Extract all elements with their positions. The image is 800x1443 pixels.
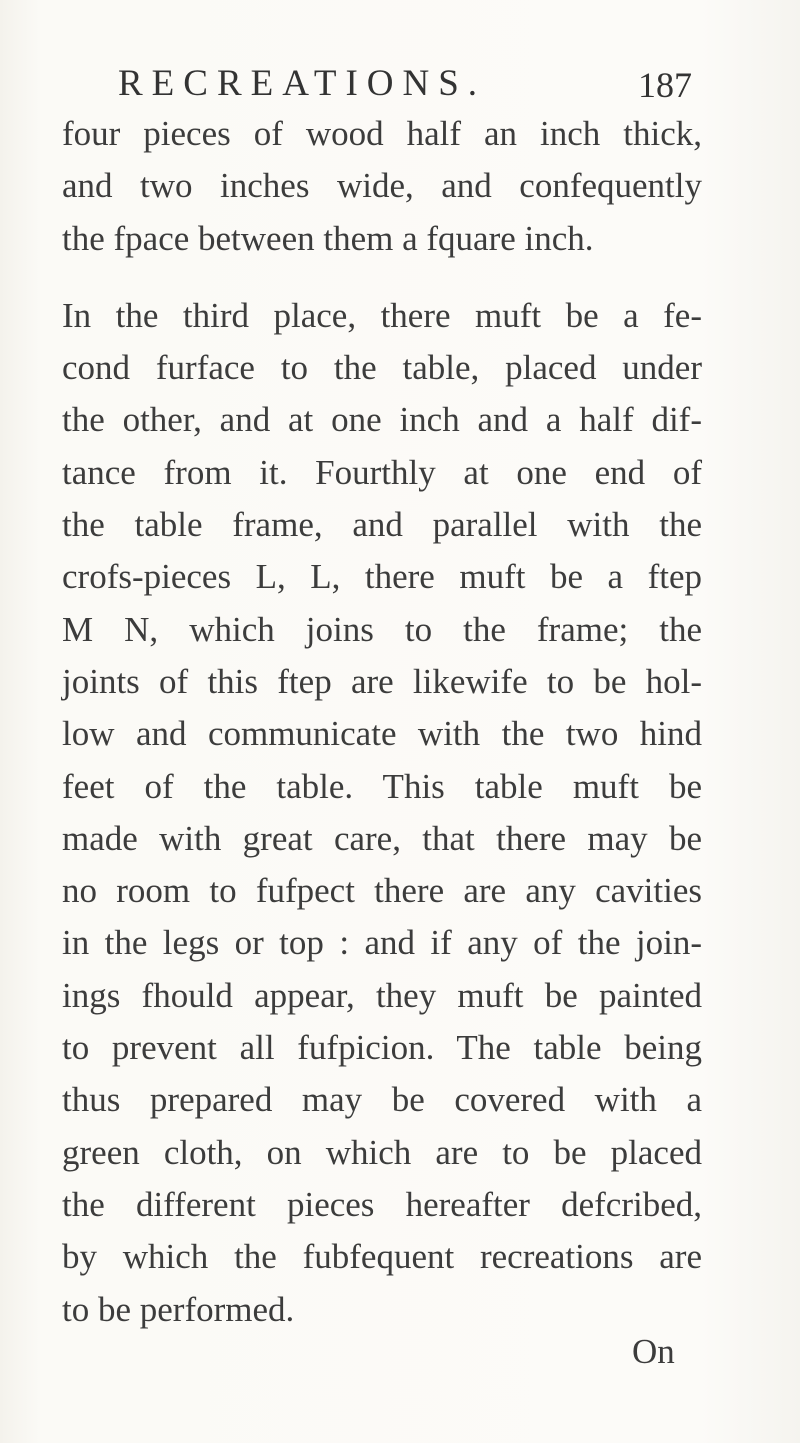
text-line: four pieces of wood half an inch thick, [62, 114, 702, 153]
text-line: by which the fubfequent recreations are [62, 1237, 702, 1277]
text-line: made with great care, that there may be [62, 818, 702, 858]
running-head [118, 62, 698, 112]
text-line: joints of this ftep are likewife to be hol- [62, 661, 702, 701]
text-line: the different pieces hereafter defcribed, [62, 1184, 702, 1224]
text-line: tance from it. Fourthly at one end of [62, 452, 702, 492]
text-line: low and communicate with the two hind [62, 714, 702, 754]
text-line: to be performed. [62, 1289, 295, 1329]
text-line: in the legs or top : and if any of the join- [62, 923, 702, 963]
text-line: green cloth, on which are to be placed [62, 1132, 702, 1172]
body-text [62, 108, 702, 1336]
text-line: In the third place, there muft be a fe- [62, 295, 702, 335]
running-title: RECREATIONS. [118, 63, 487, 104]
text-line: the other, and at one inch and a half dif- [62, 400, 702, 440]
text-line: crofs-pieces L, L, there muft be a ftep [62, 557, 702, 597]
text-line: and two inches wide, and confequently [62, 166, 702, 206]
text-line: the table frame, and parallel with the [62, 505, 702, 545]
text-line: M N, which joins to the frame; the [62, 609, 702, 649]
text-line: no room to fufpect there are any cavities [62, 871, 702, 911]
text-line: the fpace between them a fquare inch. [62, 218, 594, 258]
page-number: 187 [638, 65, 692, 105]
text-line: cond furface to the table, placed under [62, 348, 702, 388]
text-line: ings fhould appear, they muft be painted [62, 975, 702, 1015]
text-line: to prevent all fufpicion. The table being [62, 1028, 702, 1068]
text-line: thus prepared may be covered with a [62, 1080, 702, 1120]
catchword: On [632, 1332, 675, 1371]
text-line: feet of the table. This table muft be [62, 766, 702, 806]
